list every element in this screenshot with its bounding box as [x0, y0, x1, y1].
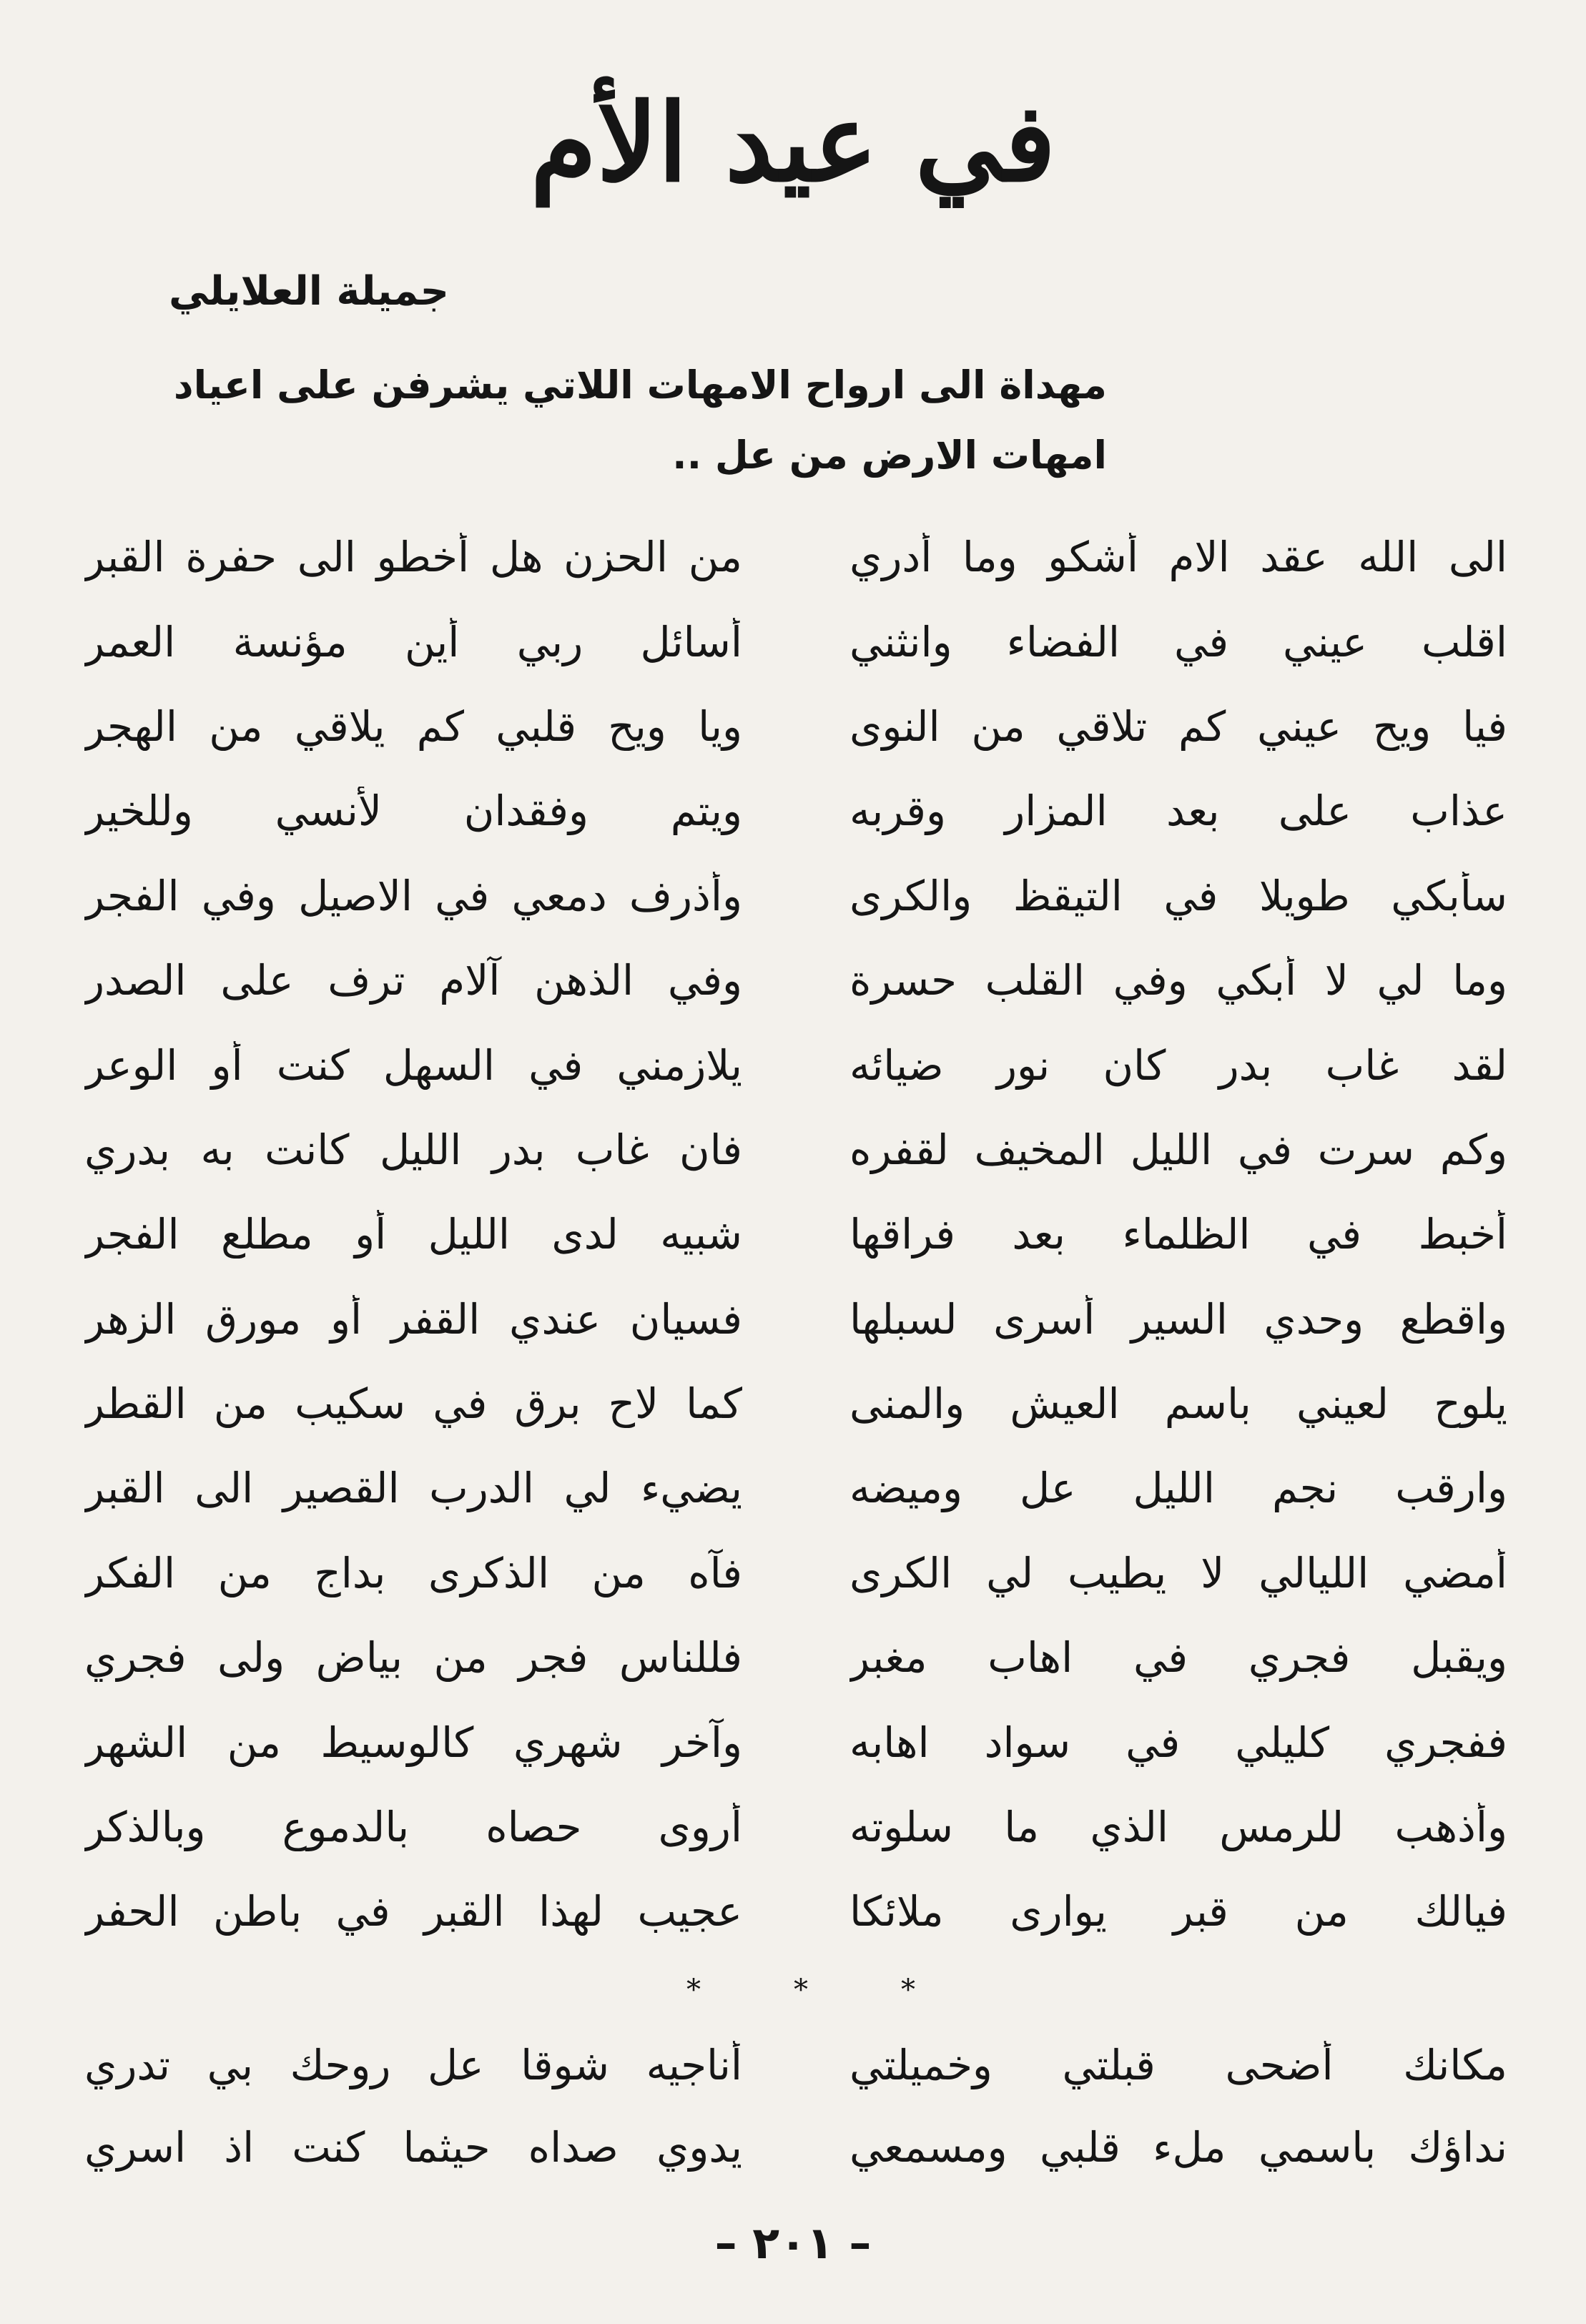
poem-couplet [84, 1192, 1507, 1276]
first-hemistich: ويقبل فجري في اهاب مغبر [849, 1633, 1507, 1683]
page-number: – ٢٠١ – [714, 2217, 872, 2269]
poem-couplet [84, 2106, 1507, 2188]
first-hemistich: الى الله عقد الام أشكو وما أدري [849, 533, 1507, 582]
first-hemistich: نداؤك باسمي ملء قلبي ومسمعي [849, 2122, 1507, 2172]
second-hemistich: فسيان عندي القفر أو مورق الزهر [84, 1294, 742, 1344]
poem-final-section [84, 2024, 1507, 2188]
second-hemistich: أسائل ربي أين مؤنسة العمر [84, 617, 742, 666]
second-hemistich: فان غاب بدر الليل كانت به بدري [84, 1125, 742, 1174]
poem-couplet [84, 769, 1507, 853]
poem-couplet [84, 1362, 1507, 1446]
first-hemistich: ففجري كليلي في سواد اهابه [849, 1718, 1507, 1767]
first-hemistich: وارقب نجم الليل عل وميضه [849, 1464, 1507, 1513]
poem-couplet [84, 684, 1507, 769]
first-hemistich: فيالك من قبر يوارى ملائكا [849, 1887, 1507, 1936]
dedication-text: مهداة الى ارواح الامهات اللاتي يشرفن على اعياد امهات الارض من عل .. [173, 363, 1107, 478]
poem-couplet [84, 1785, 1507, 1869]
poem-couplet [84, 1869, 1507, 1954]
second-hemistich: وأذرف دمعي في الاصيل وفي الفجر [84, 871, 742, 920]
first-hemistich: أمضي الليالي لا يطيب لي الكرى [849, 1548, 1507, 1597]
first-hemistich: واقطع وحدي السير أسرى لسبلها [849, 1294, 1507, 1344]
first-hemistich: وأذهب للرمس الذي ما سلوته [849, 1803, 1507, 1852]
author-name: جميلة العلايلي [169, 268, 449, 315]
star-icon: * [686, 1974, 701, 2007]
second-hemistich: ويا ويح قلبي كم يلاقي من الهجر [84, 701, 742, 751]
second-hemistich: ويتم وفقدان لأنسي وللخير [84, 787, 742, 836]
poem-couplet [84, 515, 1507, 599]
second-hemistich: أروى حصاه بالدموع وبالذكر [84, 1803, 742, 1852]
second-hemistich: وفي الذهن آلام ترف على الصدر [84, 956, 742, 1005]
poem-couplet [84, 1108, 1507, 1192]
second-hemistich: يضيء لي الدرب القصير الى القبر [84, 1464, 742, 1513]
second-hemistich: من الحزن هل أخطو الى حفرة القبر [84, 533, 742, 582]
second-hemistich: كما لاح برق في سكيب من القطر [84, 1379, 742, 1429]
first-hemistich: لقد غاب بدر كان نور ضيائه [849, 1040, 1507, 1090]
first-hemistich: مكانك أضحى قبلتي وخميلتي [849, 2040, 1507, 2089]
section-separator [686, 1974, 915, 2007]
poem-couplet [84, 938, 1507, 1023]
first-hemistich: وما لي لا أبكي وفي القلب حسرة [849, 956, 1507, 1005]
star-icon: * [901, 1974, 915, 2007]
poem-couplet [84, 1615, 1507, 1700]
second-hemistich: أناجيه شوقا عل روحك بي تدري [84, 2040, 742, 2089]
second-hemistich: فآه من الذكرى بداج من الفكر [84, 1548, 742, 1597]
poem-couplet [84, 1700, 1507, 1784]
first-hemistich: سأبكي طويلا في التيقظ والكرى [849, 871, 1507, 920]
second-hemistich: يلازمني في السهل كنت أو الوعر [84, 1040, 742, 1090]
second-hemistich: يدوي صداه حيثما كنت اذ اسري [84, 2122, 742, 2172]
poem-couplet [84, 599, 1507, 684]
first-hemistich: اقلب عيني في الفضاء وانثني [849, 617, 1507, 666]
poem-couplet [84, 1023, 1507, 1107]
first-hemistich: يلوح لعيني باسم العيش والمنى [849, 1379, 1507, 1429]
first-hemistich: عذاب على بعد المزار وقربه [849, 787, 1507, 836]
poem-title: في عيد الأم [530, 80, 1056, 206]
poem-body [84, 515, 1507, 1954]
first-hemistich: وكم سرت في الليل المخيف لقفره [849, 1125, 1507, 1174]
star-icon: * [794, 1974, 808, 2007]
second-hemistich: شبيه لدى الليل أو مطلع الفجر [84, 1210, 742, 1259]
poem-couplet [84, 2024, 1507, 2106]
poem-couplet [84, 854, 1507, 938]
first-hemistich: أخبط في الظلماء بعد فراقها [849, 1210, 1507, 1259]
poem-couplet [84, 1277, 1507, 1362]
second-hemistich: فللناس فجر من بياض ولى فجري [84, 1633, 742, 1683]
second-hemistich: عجيب لهذا القبر في باطن الحفر [84, 1887, 742, 1936]
poem-couplet [84, 1531, 1507, 1615]
poem-couplet [84, 1446, 1507, 1530]
second-hemistich: وآخر شهري كالوسيط من الشهر [84, 1718, 742, 1767]
first-hemistich: فيا ويح عيني كم تلاقي من النوى [849, 701, 1507, 751]
